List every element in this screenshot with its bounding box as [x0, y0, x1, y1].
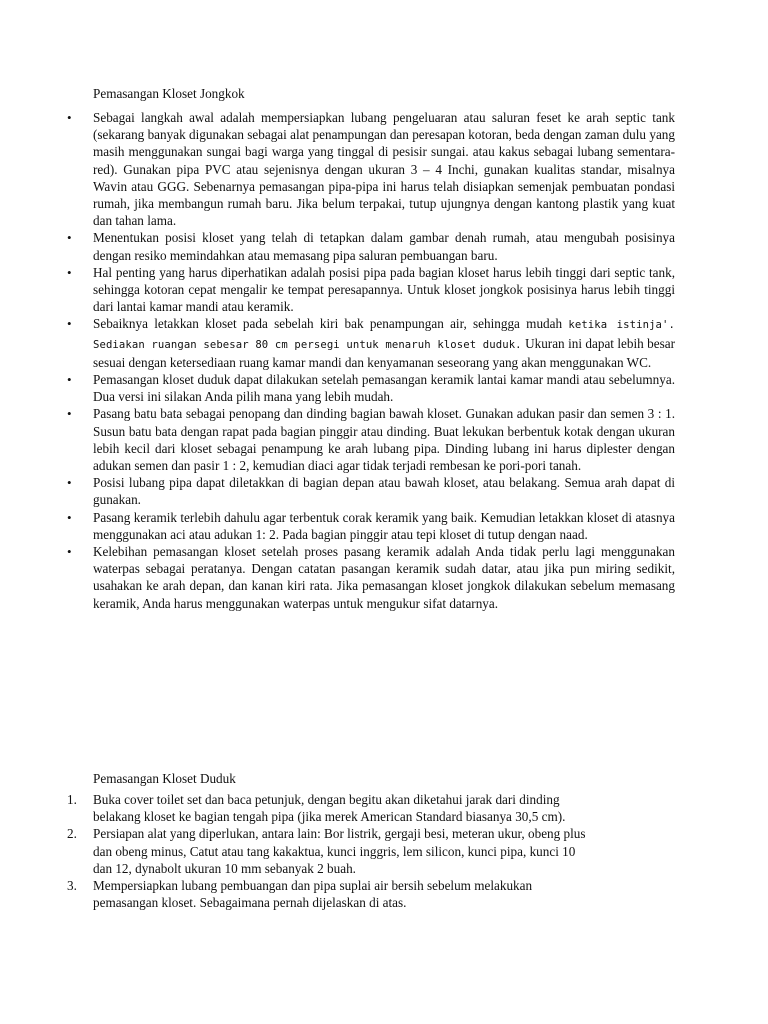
list-number: 2. — [67, 826, 77, 842]
list-item: • Hal penting yang harus diperhatikan adalah posisi pipa pada bagian kloset harus lebih tinggi dari septic tank, sehingga kotoran cepat mengalir ke tempat peresapannya. Untuk kloset jongkok posisinya harus lebih tinggi dari lantai kamar mandi atau keramik. — [93, 264, 675, 316]
list-item-line: Buka cover toilet set dan baca petunjuk, dengan begitu akan diketahui jarak dari dinding — [93, 792, 560, 807]
list-item: • Pasang keramik terlebih dahulu agar terbentuk corak keramik yang baik. Kemudian letakkan kloset di atasnya menggunakan aci atau adukan 1: 2. Pada bagian pinggir atau tepi kloset di tutup dengan naad. — [93, 509, 675, 543]
list-number: 1. — [67, 792, 77, 807]
section-title-kloset-duduk: Pemasangan Kloset Duduk — [93, 771, 236, 786]
list-item-line: dan obeng minus, Catut atau tang kakaktua, kunci inggris, lem silicon, kunci pipa, kunci 10 — [93, 843, 576, 859]
list-item: • Menentukan posisi kloset yang telah di tetapkan dalam gambar denah rumah, atau mengubah posisinya dengan resiko memindahkan atau memasang pipa saluran pembuangan baru. — [93, 229, 675, 263]
list-number: 3. — [67, 878, 77, 894]
list-item-line: Mempersiapkan lubang pembuangan dan pipa suplai air bersih sebelum melakukan — [93, 878, 533, 894]
list-item-mono-text: ketika istinja'. Sediakan ruangan sebesar 80 cm persegi untuk menaruh kloset duduk. — [93, 319, 675, 351]
bullet-list-kloset-jongkok — [93, 109, 675, 612]
list-item: • Sebagai langkah awal adalah mempersiapkan lubang pengeluaran atau saluran feset ke arah septic tank (sekarang banyak digunakan sebagai alat penampungan dan peresapan kotoran, beda dengan zaman dulu yang masih menggunakan sungai bagi warga yang tinggal di pesisir sungai. atau kakus sebagai lubang sementara-red). Gunakan pipa PVC atau sejenisnya dengan ukuran 3 – 4 Inchi, gunakan kualitas standar, misalnya Wavin atau GGG. Sebenarnya pemasangan pipa-pipa ini harus telah disiapkan semenjak pembuatan pondasi rumah, jika membangun rumah baru. Jika belum terpakai, tutup ujungnya dengan kantong plastik yang kuat dan tahan lama. — [93, 109, 675, 229]
list-item: • Posisi lubang pipa dapat diletakkan di bagian depan atau bawah kloset, atau belakang. Semua arah dapat di gunakan. — [93, 474, 675, 508]
list-item-text: Sebaiknya letakkan kloset pada sebelah kiri bak penampungan air, sehingga mudah — [93, 316, 563, 332]
section-title-kloset-jongkok: Pemasangan Kloset Jongkok — [93, 86, 245, 101]
list-item-line: dan 12, dynabolt ukuran 10 mm sebanyak 2 buah. — [93, 860, 356, 876]
list-item-line: belakang kloset ke bagian tengah pipa (jika merek American Standard biasanya 30,5 cm). — [93, 809, 566, 825]
list-item: • Pemasangan kloset duduk dapat dilakukan setelah pemasangan keramik lantai kamar mandi atau sebelumnya. Dua versi ini silakan Anda pilih mana yang lebih mudah. — [93, 371, 675, 405]
list-item — [67, 825, 675, 877]
list-item-line: Persiapan alat yang diperlukan, antara lain: Bor listrik, gergaji besi, meteran ukur, obeng plus — [93, 826, 586, 842]
numbered-list-kloset-duduk — [67, 791, 675, 911]
list-item-line: pemasangan kloset. Sebagaimana pernah dijelaskan di atas. — [93, 895, 407, 911]
list-item — [93, 315, 675, 371]
list-item — [67, 791, 675, 825]
list-item-text: Ukuran ini dapat lebih besar sesuai dengan ketersediaan ruang kamar mandi dan kenyamanan seseorang yang akan menggunakan WC. — [93, 335, 675, 370]
list-item — [67, 877, 675, 911]
list-item: • Pasang batu bata sebagai penopang dan dinding bagian bawah kloset. Gunakan adukan pasir dan semen 3 : 1. Susun batu bata dengan rapat pada bagian pinggir atau dinding. Buat lekukan berbentuk kotak dengan ukuran lebih kecil dari kloset sebagai penampung ke arah lubang pipa. Dinding lubang ini harus diplester dengan adukan semen dan pasir 1 : 2, kemudian diaci agar tidak terjadi rembesan ke pori-pori tanah. — [93, 405, 675, 474]
list-item: • Kelebihan pemasangan kloset setelah proses pasang keramik adalah Anda tidak perlu lagi menggunakan waterpas sebagai peratanya. Dengan catatan pasangan keramik sudah datar, atau jika pun miring sedikit, usahakan ke arah depan, dan kanan kiri rata. Jika pemasangan kloset jongkok dilakukan sebelum memasang keramik, Anda harus menggunakan waterpas untuk mengukur sifat datarnya. — [93, 543, 675, 612]
